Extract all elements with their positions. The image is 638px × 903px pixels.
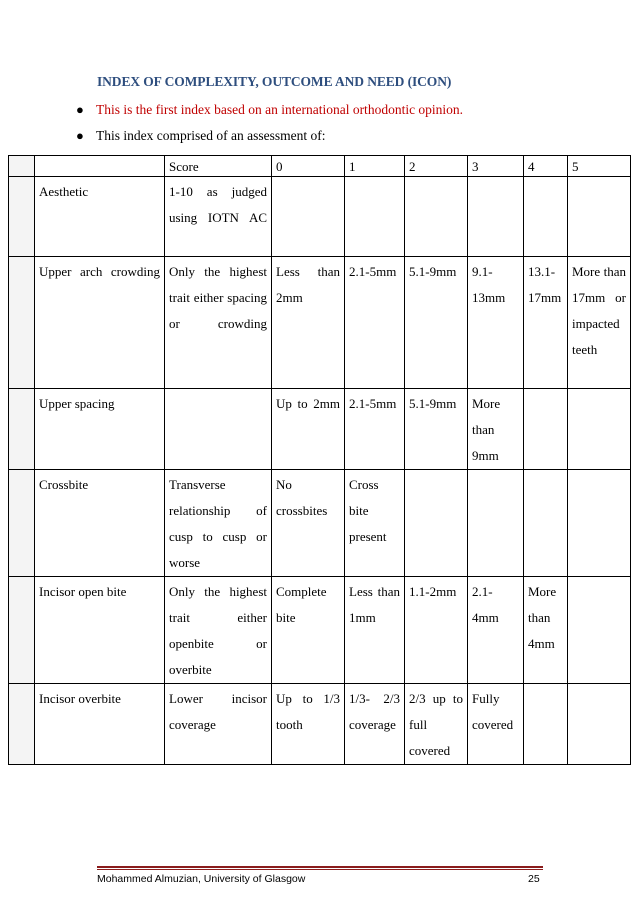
table-cell: Complete bite (272, 577, 345, 684)
table-cell: More than 17mm or impacted teeth (568, 257, 631, 389)
table-cell: 2.1-5mm (345, 257, 405, 389)
table-cell (524, 389, 568, 470)
table-cell (345, 177, 405, 257)
table-header-cell: 0 (272, 156, 345, 177)
table-cell: Incisor open bite (35, 577, 165, 684)
table-cell: Fully covered (468, 684, 524, 765)
table-cell: Up to 2mm (272, 389, 345, 470)
table-cell: Only the highest trait either spacing or crowding (165, 257, 272, 389)
bullet-item (76, 127, 463, 153)
table-cell (524, 177, 568, 257)
table-cell (568, 684, 631, 765)
table-stub-cell (9, 389, 35, 470)
table-cell: Lower incisor coverage (165, 684, 272, 765)
table-cell: Less than 2mm (272, 257, 345, 389)
table-row (9, 577, 631, 684)
table-cell (405, 177, 468, 257)
table-cell: Aesthetic (35, 177, 165, 257)
table-cell (568, 389, 631, 470)
table-stub-cell (9, 177, 35, 257)
footer-rule (97, 866, 543, 868)
table-cell: 13.1-17mm (524, 257, 568, 389)
bullet-item (76, 101, 463, 127)
table-header-cell: 3 (468, 156, 524, 177)
table-cell: Transverse relationship of cusp to cusp or worse (165, 470, 272, 577)
table-cell: Cross bite present (345, 470, 405, 577)
table-cell: Upper arch crowding (35, 257, 165, 389)
table-cell: Crossbite (35, 470, 165, 577)
table-cell (405, 470, 468, 577)
table-header-cell: 5 (568, 156, 631, 177)
footer-rule (97, 869, 543, 870)
table-cell: Only the highest trait either openbite or overbite (165, 577, 272, 684)
table-cell: 2.1-5mm (345, 389, 405, 470)
bullet-dot-icon: ● (76, 102, 84, 117)
page-heading: INDEX OF COMPLEXITY, OUTCOME AND NEED (ICON) (97, 74, 452, 89)
table-cell: No crossbites (272, 470, 345, 577)
table-cell (165, 389, 272, 470)
table-stub-cell (9, 156, 35, 177)
table-cell: 1/3- 2/3 coverage (345, 684, 405, 765)
table-stub-cell (9, 684, 35, 765)
table-cell: Incisor overbite (35, 684, 165, 765)
table-cell (568, 470, 631, 577)
table-cell (524, 470, 568, 577)
bullet-text: This is the first index based on an international orthodontic opinion. (96, 102, 464, 117)
table-cell: 2/3 up to full covered (405, 684, 468, 765)
table-cell: 1-10 as judged using IOTN AC (165, 177, 272, 257)
table-cell (468, 177, 524, 257)
table-cell: 5.1-9mm (405, 257, 468, 389)
table-cell: Less than 1mm (345, 577, 405, 684)
table-cell: More than 9mm (468, 389, 524, 470)
table-header-cell: Score (165, 156, 272, 177)
table-stub-cell (9, 470, 35, 577)
table-cell: Upper spacing (35, 389, 165, 470)
icon-table (8, 155, 631, 765)
table-cell: 5.1-9mm (405, 389, 468, 470)
table-cell (568, 177, 631, 257)
table-stub-cell (9, 577, 35, 684)
table-row (9, 177, 631, 257)
bullet-dot-icon: ● (76, 128, 84, 143)
table-cell (568, 577, 631, 684)
footer-author: Mohammed Almuzian, University of Glasgow (97, 873, 306, 885)
bullet-list (76, 101, 463, 153)
bullet-text: This index comprised of an assessment of: (96, 128, 326, 143)
table-cell: Up to 1/3 tooth (272, 684, 345, 765)
table-stub-cell (9, 257, 35, 389)
table-cell: More than 4mm (524, 577, 568, 684)
table-cell: 2.1-4mm (468, 577, 524, 684)
table-cell (272, 177, 345, 257)
table-header-row (9, 156, 631, 177)
table-cell: 9.1-13mm (468, 257, 524, 389)
table-row (9, 389, 631, 470)
page-number: 25 (528, 873, 540, 885)
table-cell (468, 470, 524, 577)
table-header-cell: 1 (345, 156, 405, 177)
table-row (9, 684, 631, 765)
table-row (9, 257, 631, 389)
table-header-cell: 4 (524, 156, 568, 177)
table-header-cell: 2 (405, 156, 468, 177)
table-cell: 1.1-2mm (405, 577, 468, 684)
table-row (9, 470, 631, 577)
table-header-cell (35, 156, 165, 177)
table-cell (524, 684, 568, 765)
